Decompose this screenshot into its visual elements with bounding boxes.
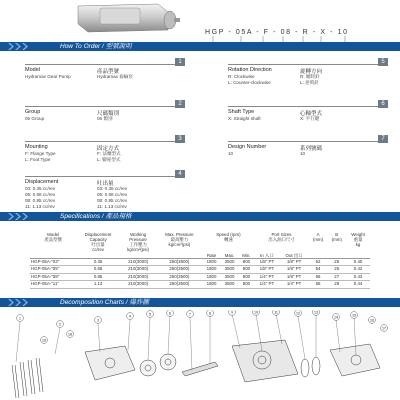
spec-header-line: 最高壓力 <box>170 237 189 242</box>
part-number-label: 18 <box>68 332 72 337</box>
spec-cell: 3500 <box>224 281 235 287</box>
spec-cell: 25 <box>334 259 340 264</box>
spec-cell: 250(3500) <box>169 259 190 264</box>
section-line-zh: L: 腳座型式 <box>97 157 121 162</box>
spec-cell: HGP-05A-"03" <box>31 259 60 264</box>
shaft-drawing <box>182 362 218 376</box>
section-title-zh: 尺碼類別 <box>97 111 120 117</box>
spec-header-line: Capacity <box>89 237 107 242</box>
section-number-badge: 6 <box>378 100 388 108</box>
chevron-decoration-icon <box>8 43 54 50</box>
spec-header-line: 產品型號 <box>44 237 62 242</box>
section-line-en: L: Foot Type <box>25 157 51 162</box>
part-number-label: 11 <box>274 310 278 315</box>
section-title-en: Design Number <box>228 144 267 150</box>
spec-cell: HGP-05A-"08" <box>31 273 60 279</box>
spec-cell: 210(3000) <box>128 281 149 287</box>
section-number-badge: 3 <box>175 135 185 143</box>
section-divider <box>228 64 388 65</box>
decomposition-band <box>0 298 400 307</box>
part-number-label: 2 <box>59 322 61 327</box>
spec-header-line: Pressure <box>129 237 147 242</box>
section-line-zh: F: 法蘭型式 <box>97 151 121 156</box>
section-line-en: 05: 0.58 cc/rev <box>25 192 56 197</box>
gear-pump-image <box>70 0 180 36</box>
section-line-zh: 05 類別 <box>97 116 113 121</box>
section-body-en <box>25 151 56 163</box>
rear-cover-drawing <box>330 344 380 376</box>
spec-cell: 0.44 <box>353 281 363 287</box>
spec-cell: 250(3500) <box>169 281 190 287</box>
section-line-zh: 11: 1.13 cc/rev <box>97 204 127 209</box>
part-number-label: 15 <box>352 313 356 318</box>
section-line-zh: L: 逆時針 <box>300 80 319 85</box>
section-body-zh <box>300 74 320 86</box>
spec-header-line: (mm) <box>312 237 324 242</box>
section-line-en: 11: 1.13 cc/rev <box>25 204 55 209</box>
section-line-en: Hydramax Gear Pump <box>25 74 71 79</box>
section-line-en: X: Straight shaft <box>228 116 261 121</box>
how-to-order-band <box>0 42 400 51</box>
how-to-order-title: How To Order / 型號說明 <box>60 43 132 50</box>
order-section-5 <box>228 58 388 100</box>
spec-cell: 0.43 <box>353 273 363 279</box>
spec-cell: HGP-05A-"05" <box>31 266 60 272</box>
spec-cell: HGP-05A-"11" <box>31 281 59 287</box>
section-title-zh: 固定方式 <box>97 146 120 152</box>
spec-header-line: Model <box>47 232 60 237</box>
spec-cell: 1/8" PT <box>286 273 302 279</box>
part-number-label: 17 <box>382 326 386 331</box>
spec-subheader-rate: Rate <box>203 252 221 259</box>
spec-header-cell <box>327 232 346 252</box>
bolt-set-drawing <box>12 358 43 398</box>
spec-header-line: 出入油口尺寸 <box>268 237 295 242</box>
section-number-badge: 1 <box>175 58 185 66</box>
spec-header-cell <box>309 232 328 252</box>
spec-cell: 52 <box>315 259 321 264</box>
section-body-en <box>25 116 44 122</box>
part-number-label: 7 <box>189 312 191 317</box>
part-number-label: 13 <box>314 310 318 315</box>
section-title-zh: 吐出量 <box>97 181 114 187</box>
spec-header-line: kg <box>355 242 361 247</box>
section-title-en: Model <box>25 67 40 73</box>
section-title-zh: 心軸型式 <box>300 111 323 117</box>
spec-cell: 3500 <box>224 266 235 272</box>
spec-header-line: A <box>316 232 320 237</box>
section-title-en: Group <box>25 109 41 115</box>
table-row <box>30 281 370 288</box>
section-line-zh: 10 <box>300 151 306 156</box>
section-line-zh: R: 順時針 <box>300 74 320 79</box>
section-line-en: 03: 0.35 cc/rev <box>25 186 56 191</box>
part-number-label: 3 <box>97 318 99 323</box>
table-row <box>30 266 370 273</box>
seal-ring-drawing <box>301 359 309 377</box>
spec-header-line: kg/cm²(psi) <box>168 242 191 247</box>
spec-cell: 0.85 <box>93 273 103 279</box>
spec-cell: 1/4" PT <box>286 281 302 287</box>
spec-cell: 800 <box>242 266 251 272</box>
spec-cell: 1/8" PT <box>286 266 302 272</box>
spec-cell: 1800 <box>206 266 217 272</box>
section-divider <box>228 106 388 107</box>
driven-gear-drawing <box>160 354 176 370</box>
spec-header-line: 重量 <box>353 237 363 242</box>
part-number-label: 16 <box>370 318 374 323</box>
spec-subheader-max: Max. <box>221 252 239 259</box>
section-number-badge: 7 <box>378 135 388 143</box>
spec-header-line: 轉速 <box>224 237 233 242</box>
section-body-en <box>25 74 71 80</box>
spec-header-cell <box>156 232 202 252</box>
table-row <box>30 259 370 266</box>
section-body-zh <box>300 151 305 157</box>
section-number-badge: 4 <box>175 170 185 178</box>
section-body-zh <box>300 116 319 122</box>
spec-header-line: Displacement <box>84 232 112 237</box>
spec-header-cell <box>76 232 120 252</box>
section-title-en: Rotation Direction <box>228 67 272 73</box>
spec-cell: 800 <box>242 273 251 279</box>
spec-cell: 1.13 <box>93 281 103 287</box>
spec-cell: 250(3500) <box>169 273 190 279</box>
spec-subheader-out: Out 出口 <box>280 252 309 259</box>
spec-cell: 26 <box>334 266 340 272</box>
section-body-en <box>228 74 271 86</box>
specifications-band <box>0 212 400 221</box>
front-cover-drawing <box>85 346 135 380</box>
section-number-badge: 2 <box>175 100 185 108</box>
spec-header-line: B <box>335 232 339 237</box>
section-line-en: F: Flange Type <box>25 151 56 156</box>
spec-cell: 1/4" PT <box>259 273 275 279</box>
section-body-en <box>228 151 233 157</box>
spec-header-cell <box>254 232 308 252</box>
part-number-label: 5 <box>149 312 151 317</box>
spec-cell: 800 <box>242 281 251 287</box>
chevron-decoration-icon <box>8 299 54 306</box>
table-row <box>30 273 370 280</box>
spec-cell: 1/8" PT <box>259 266 275 272</box>
spec-cell: 1/4" PT <box>259 281 275 287</box>
section-body-zh <box>97 186 127 210</box>
spec-cell: 800 <box>242 259 251 264</box>
spec-cell: 1/8" PT <box>259 259 275 264</box>
section-body-zh <box>97 74 133 80</box>
pump-body-drawing <box>232 340 298 382</box>
part-number-label: 6 <box>169 311 171 316</box>
specifications-title: Specifications / 產品規格 <box>60 213 132 220</box>
spec-cell: 0.35 <box>93 259 103 264</box>
spec-header-line: Speed (rpm) <box>216 232 241 237</box>
section-line-zh: 08: 0.85 cc/rev <box>97 198 128 203</box>
section-title-en: Mounting <box>25 144 48 150</box>
spec-cell: 54 <box>315 266 321 272</box>
section-title-zh: 旋轉方向 <box>300 69 323 75</box>
spec-header-line: Port Sizes <box>271 232 292 237</box>
spec-header-cell <box>30 232 76 252</box>
spec-cell: 1800 <box>206 281 217 287</box>
spec-cell: 210(3000) <box>128 259 149 264</box>
spec-cell: 210(3000) <box>128 266 149 272</box>
spec-header-line: kg/cm²(psi) <box>127 247 149 252</box>
section-number-badge: 5 <box>378 58 388 66</box>
decomposition-title: Decomposition Charts / 爆炸圖 <box>60 299 149 306</box>
part-number-label: 4 <box>129 314 131 319</box>
section-line-en: R: Clockwise <box>228 74 255 79</box>
section-line-zh: 05: 0.58 cc/rev <box>97 192 128 197</box>
spec-cell: 1800 <box>206 259 217 264</box>
section-body-en <box>228 116 261 122</box>
section-line-en: L: Counter-clockwise <box>228 80 271 85</box>
section-line-zh: X: 平行鍵 <box>300 116 320 121</box>
model-code: HGP - 05A - F - 08 - R - X - 10 <box>205 29 349 36</box>
section-line-zh: 03: 0.35 cc/rev <box>97 186 128 191</box>
section-title-en: Shaft Type <box>228 109 255 115</box>
spec-cell: 27 <box>334 273 340 279</box>
spec-cell: 1800 <box>206 273 217 279</box>
spec-subheader-min: Min. <box>239 252 255 259</box>
section-line-en: 10 <box>228 151 234 156</box>
section-divider <box>228 141 388 142</box>
part-number-label: 9 <box>231 310 233 315</box>
spec-cell: 1/8" PT <box>286 259 302 264</box>
spec-cell: 0.58 <box>93 266 103 272</box>
section-line-en: 05 Group <box>25 116 45 121</box>
order-section-1 <box>25 58 185 100</box>
section-divider <box>25 141 185 142</box>
drive-gear-drawing <box>140 360 156 376</box>
spec-header-line: 吐出量 <box>91 242 105 247</box>
part-number-label: 8 <box>209 311 211 316</box>
spec-header-line: 工作壓力 <box>129 242 147 247</box>
spec-cell: 56 <box>315 273 321 279</box>
spec-cell: 0.40 <box>353 259 363 264</box>
section-line-en: 08: 0.85 cc/rev <box>25 198 56 203</box>
spec-cell: 0.42 <box>353 266 363 272</box>
order-section-7 <box>228 135 388 177</box>
part-number-label: 14 <box>334 315 338 320</box>
section-title-zh: 產品型號 <box>97 69 120 75</box>
section-line-zh: Hydramax 齒輪泵 <box>97 74 133 79</box>
specifications-table <box>30 232 370 289</box>
section-body-zh <box>97 151 121 163</box>
spec-header-line: Working <box>130 232 147 237</box>
spec-cell: 3500 <box>224 259 235 264</box>
part-number-label: 19 <box>42 338 46 343</box>
spec-subheader-in: In 入口 <box>254 252 279 259</box>
spec-header-cell <box>120 232 156 252</box>
spec-cell: 28 <box>334 281 340 287</box>
part-number-label: 12 <box>296 311 300 316</box>
section-body-zh <box>97 116 113 122</box>
section-divider <box>25 64 185 65</box>
section-title-en: Displacement <box>25 179 59 185</box>
spec-cell: 3500 <box>224 273 235 279</box>
spec-header-cell <box>203 232 255 252</box>
spec-header-line: Weight <box>351 232 365 237</box>
section-divider <box>25 106 185 107</box>
section-body-en <box>25 186 55 210</box>
spec-cell: 58 <box>315 281 321 287</box>
spec-header-line: cc/rev <box>92 247 104 252</box>
section-divider <box>25 176 185 177</box>
order-section-4 <box>25 170 185 212</box>
spec-header-line: (mm) <box>331 237 342 242</box>
exploded-view-diagram <box>0 310 400 400</box>
spec-cell: 250(3500) <box>169 266 190 272</box>
chevron-decoration-icon <box>8 213 54 220</box>
spec-header-cell <box>346 232 370 252</box>
section-title-zh: 系列號碼 <box>300 146 323 152</box>
part-number-label: 1 <box>19 316 21 321</box>
spec-cell: 210(3000) <box>128 273 149 279</box>
part-number-label: 10 <box>254 310 258 315</box>
spec-header-line: Max. Pressure <box>165 232 194 237</box>
